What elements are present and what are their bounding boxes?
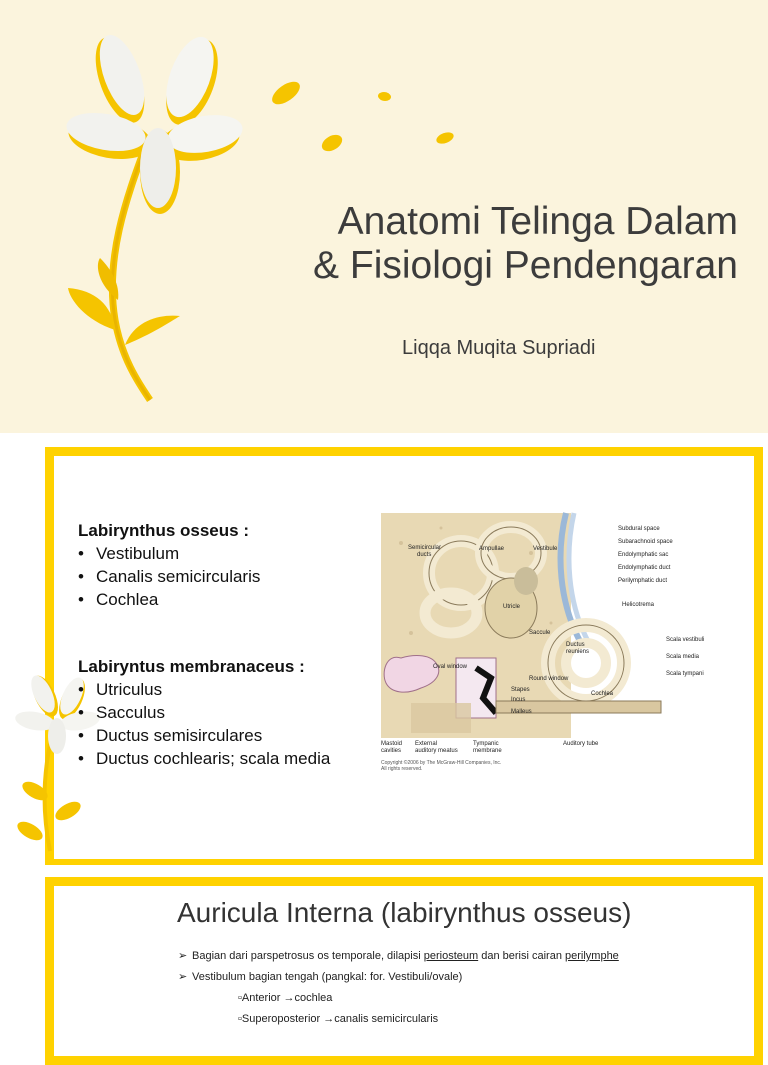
membranaceus-list — [78, 678, 330, 770]
label-auditory-tube-bottom: Auditory tube — [563, 741, 599, 747]
label-scala-vestibuli-html: Scala vestibuli — [666, 637, 705, 643]
flying-petal-small — [375, 90, 395, 104]
label-endolymphatic-sac: Endolymphatic sac — [618, 552, 669, 558]
label-vestibule: Vestibule — [533, 546, 558, 552]
sub-item: ▫Superoposterior →canalis semicircularis — [238, 1013, 439, 1025]
label-stapes: Stapes — [511, 687, 530, 693]
list-item: • Ductus semisirculares — [78, 726, 263, 745]
list-item: • Canalis semicircularis — [78, 567, 261, 586]
flower-decoration — [0, 0, 340, 433]
label-incus: Incus — [511, 697, 526, 703]
label-tympanic-block: Tympanic membrane — [473, 741, 502, 754]
osseus-heading: Labirynthus osseus : — [78, 521, 249, 540]
label-round-window: Round window — [529, 676, 569, 682]
label-ductus: Ductus — [566, 642, 585, 648]
list-item: • Cochlea — [78, 590, 159, 609]
label-scala-media-html: Scala media — [666, 654, 700, 660]
label-helicotrema: Helicotrema — [622, 602, 655, 608]
slide-text — [78, 519, 330, 770]
diagram-copyright — [381, 760, 501, 772]
label-subarachnoid: Subarachnoid space — [618, 539, 673, 545]
list-item: • Utriculus — [78, 680, 163, 699]
list-item: • Sacculus — [78, 703, 165, 722]
flying-petals — [420, 120, 480, 160]
osseus-list — [78, 542, 330, 611]
title-line-1: Anatomi Telinga Dalam — [337, 200, 738, 243]
label-perilymphatic-duct: Perilymphatic duct — [618, 578, 668, 584]
diagram-bottom-labels — [381, 741, 691, 755]
label-subdural: Subdural space — [618, 526, 660, 532]
label-external-block: External auditory meatus — [415, 741, 458, 754]
label-ampullae: Ampullae — [479, 546, 505, 552]
author-name: Liqqa Muqita Supriadi — [402, 337, 596, 359]
term-periosteum: periosteum — [423, 950, 479, 962]
list-item: ➢ Vestibulum bagian tengah (pangkal: for. Vestibuli/ovale) — [178, 967, 619, 988]
label-mastoid-block: Mastoid cavities — [381, 741, 403, 754]
slide-body — [178, 946, 619, 1030]
list-item: • Vestibulum — [78, 544, 180, 563]
inner-ear-diagram — [381, 513, 673, 738]
list-item: • Ductus cochlearis; scala media — [78, 749, 331, 768]
scala-labels — [666, 632, 704, 683]
arrow-bullet-icon: ➢ — [178, 950, 188, 962]
title-slide — [0, 0, 768, 433]
slide-separator — [0, 433, 768, 441]
label-endolymphatic-duct: Endolymphatic duct — [618, 565, 671, 571]
membranaceus-heading: Labiryntus membranaceus : — [78, 657, 305, 676]
label-oval-window: Oval window — [433, 664, 468, 670]
presentation-title — [313, 200, 738, 288]
slide-title: Auricula Interna (labirynthus osseus) — [177, 897, 632, 928]
title-line-2: & Fisiologi Pendengaran — [313, 244, 738, 287]
term-perilymphe: perilymphe — [565, 950, 619, 962]
arrow-bullet-icon: ➢ — [178, 971, 188, 983]
list-item: ➢ Bagian dari parspetrosus os temporale, dilapisi periosteum dan berisi cairan perilymphe — [178, 946, 619, 967]
label-saccule: Saccule — [529, 630, 551, 636]
label-scala-tympani-html: Scala tympani — [666, 671, 704, 677]
sub-item: ▫Anterior →cochlea — [238, 992, 333, 1004]
copyright-line-1: Copyright ©2006 by The McGraw-Hill Companies, Inc. — [381, 760, 502, 766]
copyright-line-2: All rights reserved. — [381, 766, 423, 772]
label-cochlea: Cochlea — [591, 691, 614, 697]
label-malleus: Malleus — [511, 709, 532, 715]
label-utricle: Utricle — [503, 604, 521, 610]
label-reuniens: reuniens — [566, 649, 590, 655]
label-semicircular: Semicircular — [408, 545, 442, 551]
label-semicircular-2: ducts — [417, 552, 432, 558]
